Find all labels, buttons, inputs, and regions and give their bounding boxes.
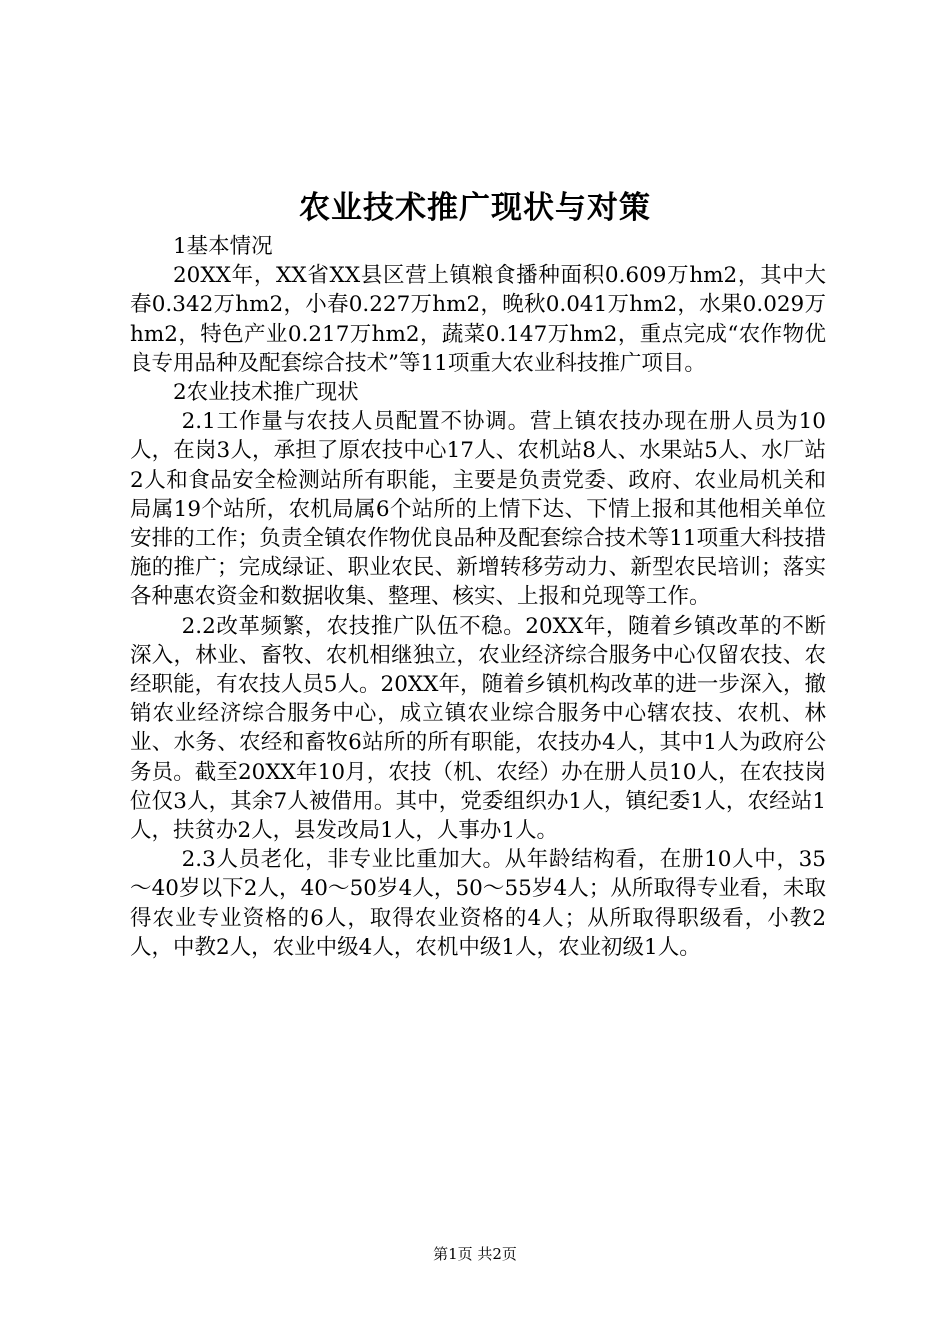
subsection-paragraph: 2.3人员老化，非专业比重加大。从年龄结构看，在册10人中，35～40岁以下2人，40～50岁4人，50～55岁4人；从所取得专业看，未取得农业专业资格的6人，取得农业资格的4人；从所取得职级看，小教2人，中教2人，农业中级4人，农机中级1人，农业初级1人。 (130, 847, 826, 960)
subsection-paragraph: 2.2改革频繁，农技推广队伍不稳。20XX年，随着乡镇改革的不断深入，林业、畜牧、农机相继独立，农业经济综合服务中心仅留农技、农经职能，有农技人员5人。20XX年，随着乡镇机构改革的进一步深入，撤销农业经济综合服务中心，成立镇农业综合服务中心辖农技、农机、林业、水务、农经和畜牧6站所的所有职能，农技办4人，其中1人为政府公务员。截至20XX年10月，农技（机、农经）办在册人员10人，在农技岗位仅3人，其余7人被借用。其中，党委组织办1人，镇纪委1人，农经站1人，扶贫办2人，县发改局1人，人事办1人。 (130, 613, 826, 844)
document-title: 农业技术推广现状与对策 (299, 190, 651, 226)
document-body (130, 232, 826, 962)
section-heading: 1基本情况 (173, 234, 273, 259)
section-heading: 2农业技术推广现状 (173, 380, 359, 406)
paragraph: 20XX年，XX省XX县区营上镇粮食播种面积0.609万hm2，其中大春0.342万hm2，小春0.227万hm2，晚秋0.041万hm2，水果0.029万hm2，特色产业0.217万hm2，蔬菜0.147万hm2，重点完成“农作物优良专用品种及配套综合技术”等11项重大农业科技推广项目。 (130, 263, 826, 376)
subsection-paragraph: 2.1工作量与农技人员配置不协调。营上镇农技办现在册人员为10人，在岗3人，承担了原农技中心17人、农机站8人、水果站5人、水厂站2人和食品安全检测站所有职能，主要是负责党委、政府、农业局机关和局属19个站所，农机局属6个站所的上情下达、下情上报和其他相关单位安排的工作；负责全镇农作物优良品种及配套综合技术等11项重大科技措施的推广；完成绿证、职业农民、新增转移劳动力、新型农民培训；落实各种惠农资金和数据收集、整理、核实、上报和兑现等工作。 (130, 409, 826, 610)
page-footer: 第1页 共2页 (433, 1245, 517, 1263)
